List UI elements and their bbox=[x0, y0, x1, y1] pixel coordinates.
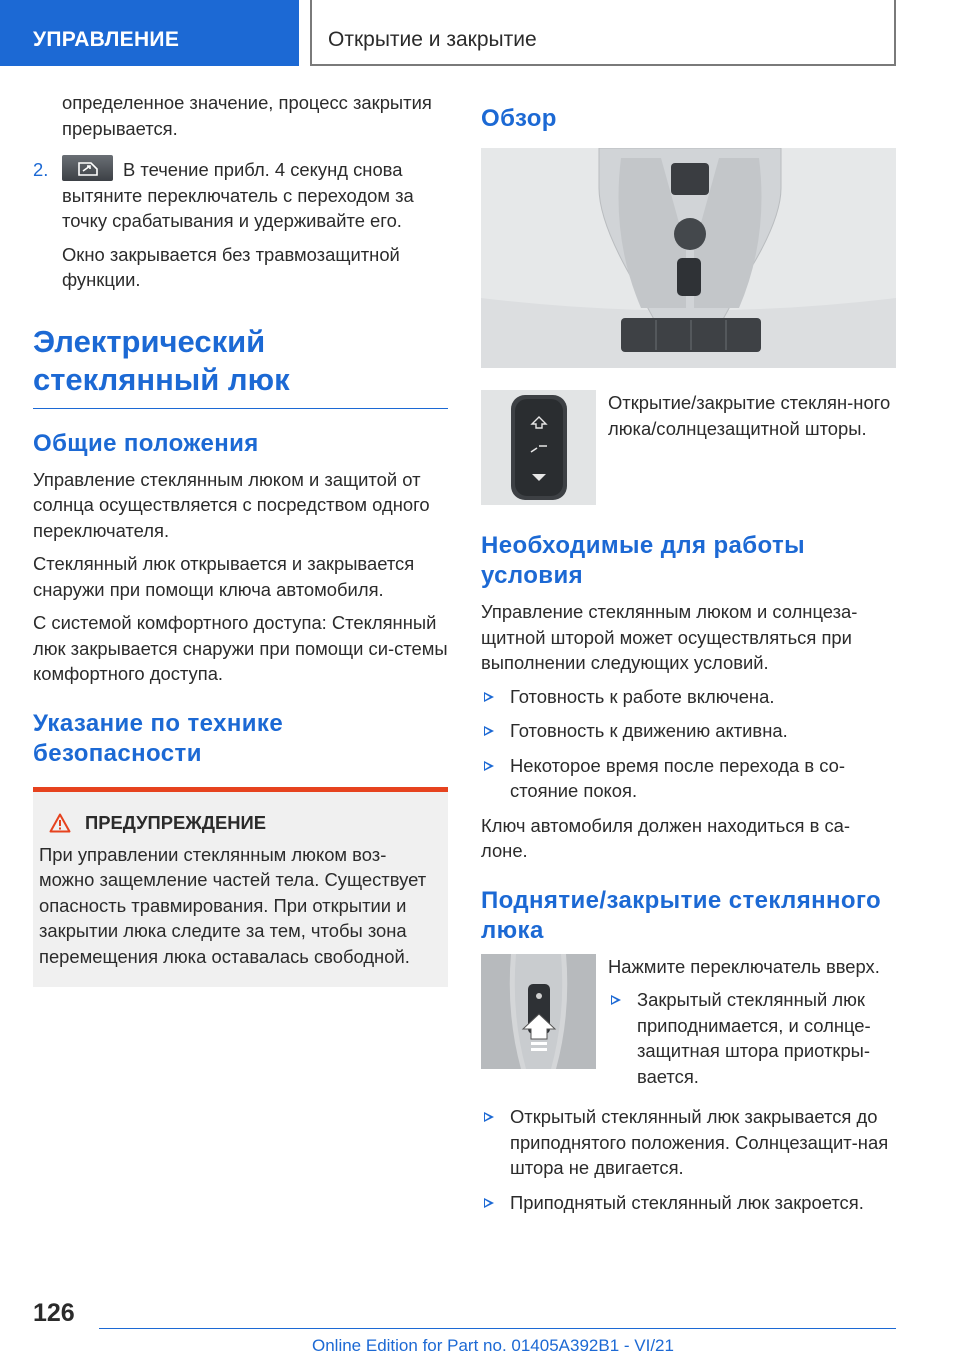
heading-overview: Обзор bbox=[481, 105, 557, 132]
paragraph-continued: определенное значение, процесс закрытия прерывается. bbox=[62, 92, 432, 139]
warning-title: ПРЕДУПРЕЖДЕНИЕ bbox=[85, 811, 267, 833]
page-header bbox=[0, 0, 960, 66]
warning-triangle-icon bbox=[49, 813, 71, 833]
warning-box bbox=[33, 787, 448, 988]
heading-lift-close: Поднятие/закрытие стеклянного люка bbox=[481, 886, 882, 944]
left-column bbox=[33, 90, 448, 987]
list-item: Открытый стеклянный люк закрывается до приподнятого положения. Солнцезащит-ная штора не двигается. bbox=[481, 1104, 896, 1181]
list-item: Закрытый стеклянный люк приподнимается, и солнце-защитная штора приоткры-вается. bbox=[608, 987, 896, 1089]
conditions-paragraph: Управление стеклянным люком и солнцеза-щитной шторой может осуществляться при выполнении следующих условий. bbox=[481, 601, 858, 673]
page-number: 126 bbox=[33, 1299, 75, 1327]
right-column bbox=[481, 104, 896, 1224]
lift-instructions bbox=[596, 954, 896, 1099]
list-item: Приподнятый стеклянный люк закроется. bbox=[481, 1190, 896, 1216]
switch-push-up-image bbox=[481, 954, 596, 1069]
list-item: Готовность к работе включена. bbox=[481, 684, 896, 710]
heading-safety: Указание по технике безопасности bbox=[33, 709, 284, 767]
section-tab bbox=[0, 0, 299, 66]
warning-header bbox=[39, 812, 432, 834]
step-number: 2. bbox=[33, 159, 49, 180]
general-paragraph-1: Управление стеклянным люком и защитой от солнца осуществляется с посредством одного переключателя. bbox=[33, 468, 430, 541]
step-2-note: Окно закрывается без травмозащитной функции. bbox=[62, 243, 400, 290]
overview-figure-row bbox=[481, 390, 896, 505]
list-item: Готовность к движению активна. bbox=[481, 718, 896, 744]
window-switch-pull-icon bbox=[62, 155, 113, 181]
edition-note: Online Edition for Part no. 01405A392B1 - VI/21 bbox=[312, 1336, 674, 1355]
step-2-text: В течение прибл. 4 секунд снова вытяните переключатель с переходом за точку срабатывания и удерживайте его. bbox=[62, 159, 414, 231]
footer-divider bbox=[99, 1328, 896, 1329]
step-2 bbox=[33, 157, 448, 234]
warning-text: При управлении стеклянным люком воз-можно защемление частей тела. Существует опасность травмирования. При открытии и закрытии люка следите за тем, чтобы зона перемещения люка оставалась свободной. bbox=[39, 843, 427, 967]
lift-figure-row bbox=[481, 954, 896, 1099]
section-label: УПРАВЛЕНИЕ bbox=[33, 28, 180, 51]
overview-caption: Открытие/закрытие стеклян-ного люка/солнцезащитной шторы. bbox=[608, 392, 891, 439]
chapter-title: Открытие и закрытие bbox=[328, 28, 537, 51]
list-item: Некоторое время после перехода в со-стояние покоя. bbox=[481, 753, 896, 804]
key-note: Ключ автомобиля должен находиться в са-лоне. bbox=[481, 814, 851, 861]
heading-general: Общие положения bbox=[33, 429, 259, 457]
overhead-console-image bbox=[481, 148, 896, 368]
general-paragraph-3: С системой комфортного доступа: Стеклянный люк закрывается снаружи при помощи си-стемы комфортного доступа. bbox=[33, 612, 448, 684]
sunroof-switch-image bbox=[481, 390, 596, 505]
heading-glass-sunroof: Электрический стеклянный люк bbox=[33, 323, 448, 409]
heading-conditions: Необходимые для работы условия bbox=[481, 532, 806, 589]
chapter-box bbox=[310, 0, 896, 66]
lift-instruction-text: Нажмите переключатель вверх. bbox=[608, 955, 880, 977]
general-paragraph-2: Стеклянный люк открывается и закрывается снаружи при помощи ключа автомобиля. bbox=[33, 553, 415, 600]
